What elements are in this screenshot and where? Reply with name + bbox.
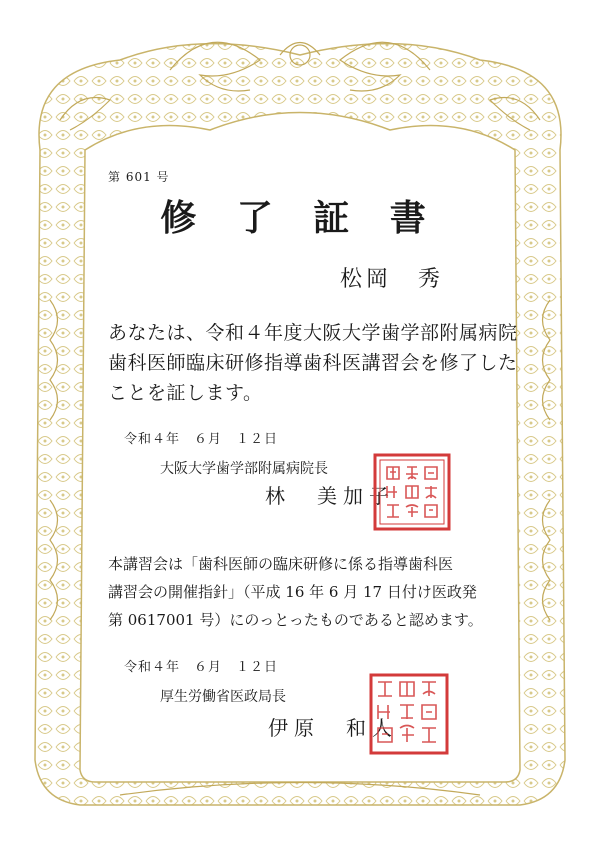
statement-line: あなたは、令和４年度大阪大学歯学部附属病院 (108, 322, 518, 344)
certificate-number: 第 601 号 (108, 170, 170, 184)
issuer-title: 大阪大学歯学部附属病院長 (160, 461, 328, 477)
statement-line: 講習会の開催指針」（平成 16 年 6 月 17 日付け医政発 (108, 583, 477, 601)
statement-line: ことを証します。 (108, 382, 263, 404)
signer-name: 林 美加子 (265, 484, 395, 508)
recipient-name: 松岡 秀 (340, 267, 445, 292)
certification-statement (108, 318, 518, 408)
hospital-seal (372, 452, 452, 532)
issuer-title: 厚生労働省医政局長 (160, 689, 286, 705)
certificate-title: 修 了 証 書 (160, 197, 440, 239)
ministry-seal (368, 672, 450, 756)
recognition-statement (108, 550, 518, 634)
statement-line: 第 0617001 号）にのっとったものであると認めます。 (108, 611, 483, 629)
issue-date: 令和４年 ６月 １２日 (124, 432, 279, 447)
issue-date: 令和４年 ６月 １２日 (124, 660, 279, 675)
statement-line: 歯科医師臨床研修指導歯科医講習会を修了した (108, 352, 518, 374)
signer-name: 伊原 和人 (268, 716, 398, 740)
statement-line: 本講習会は「歯科医師の臨床研修に係る指導歯科医 (108, 555, 454, 573)
